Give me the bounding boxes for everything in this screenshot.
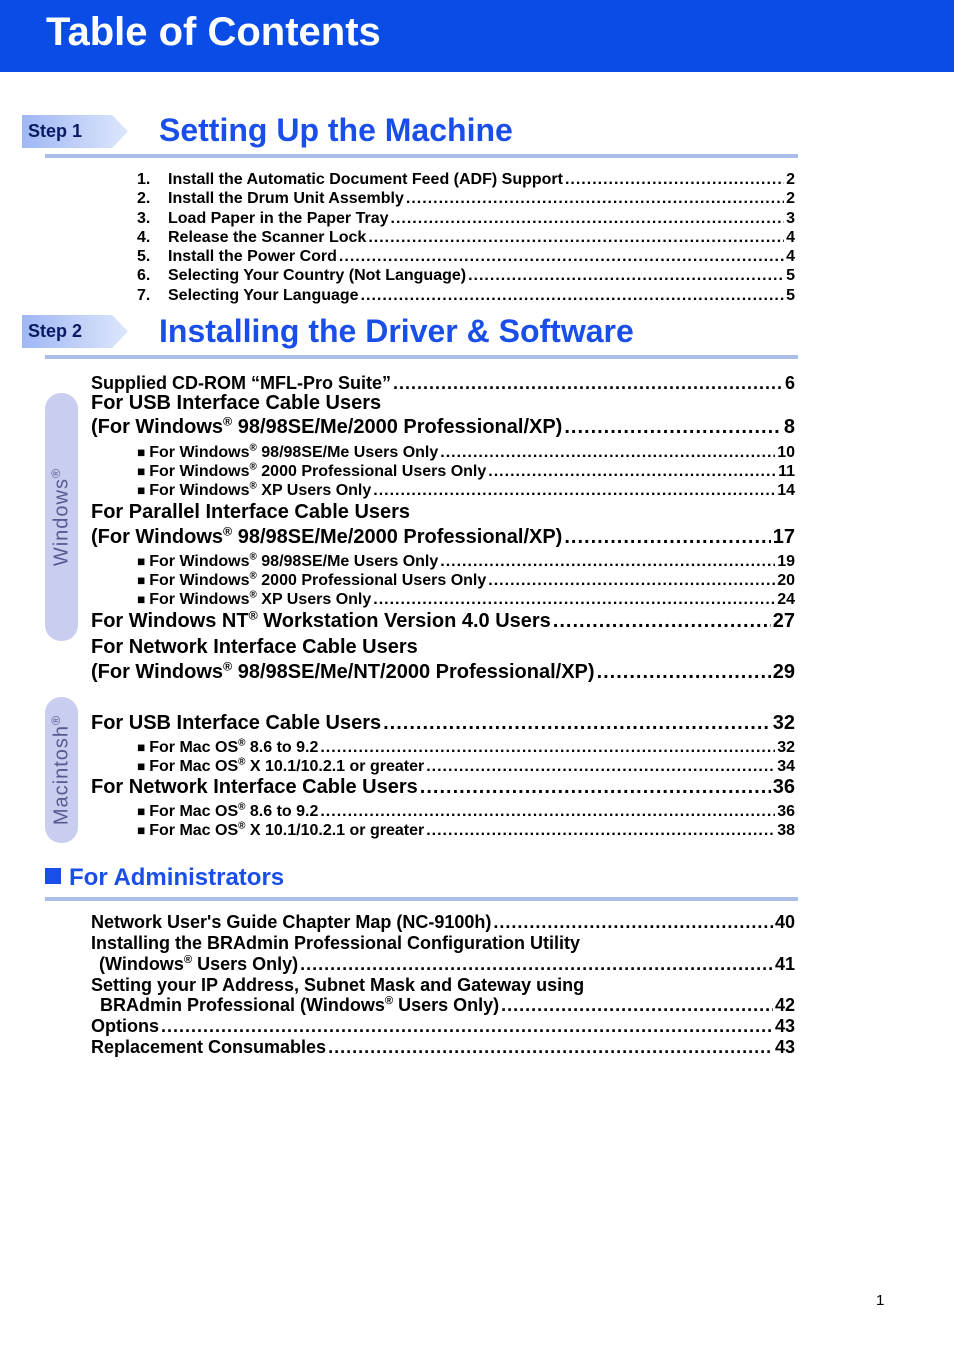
toc-item[interactable]: 3. Load Paper in the Paper Tray ..... 3 bbox=[137, 210, 795, 228]
macintosh-tab-label: Macintosh bbox=[50, 724, 72, 826]
toc-item-admin[interactable]: Options ..... 43 bbox=[91, 1016, 795, 1037]
toc-item-admin[interactable]: (Windows® Users Only) ..... 41 bbox=[99, 954, 795, 975]
toc-heading-parallel: For Parallel Interface Cable Users bbox=[91, 501, 411, 523]
toc-heading-ip: Setting your IP Address, Subnet Mask and Gateway using bbox=[91, 975, 585, 995]
toc-subitem[interactable]: ■ For Mac OS® 8.6 to 9.2 ..... 36 bbox=[137, 803, 795, 821]
page-number: 1 bbox=[876, 1292, 885, 1309]
square-bullet-icon bbox=[45, 868, 61, 884]
toc-item-admin[interactable]: Network User's Guide Chapter Map (NC-9100h) ..... 40 bbox=[91, 912, 795, 933]
section-rule bbox=[45, 355, 798, 359]
step-2-tab bbox=[22, 315, 128, 348]
windows-tab-label: Windows bbox=[50, 478, 72, 567]
macintosh-side-tab: Macintosh® bbox=[45, 697, 78, 843]
toc-subitem[interactable]: ■ For Windows® 98/98SE/Me Users Only ..... 10 bbox=[137, 444, 795, 462]
toc-item-admin[interactable]: BRAdmin Professional (Windows® Users Only) ..... 42 bbox=[100, 995, 795, 1016]
step-1-tab bbox=[22, 115, 128, 148]
page-title: Table of Contents bbox=[46, 10, 381, 54]
toc-item-network[interactable]: (For Windows® 98/98SE/Me/NT/2000 Professional/XP) ..... 29 bbox=[91, 661, 795, 684]
toc-item[interactable]: 2. Install the Drum Unit Assembly ..... 2 bbox=[137, 190, 795, 208]
section-rule bbox=[45, 897, 798, 901]
toc-item-mac-usb[interactable]: For USB Interface Cable Users ..... 32 bbox=[91, 712, 795, 735]
toc-subitem[interactable]: ■ For Mac OS® X 10.1/10.2.1 or greater ..... 34 bbox=[137, 758, 795, 776]
toc-subitem[interactable]: ■ For Windows® 2000 Professional Users Only ..... 20 bbox=[137, 572, 795, 590]
toc-item-usb[interactable]: (For Windows® 98/98SE/Me/2000 Professional/XP) ..... 8 bbox=[91, 416, 795, 439]
toc-item[interactable]: 4. Release the Scanner Lock ..... 4 bbox=[137, 229, 795, 247]
toc-heading-usb: For USB Interface Cable Users bbox=[91, 392, 382, 414]
toc-item-admin[interactable]: Replacement Consumables ..... 43 bbox=[91, 1037, 795, 1058]
toc-item-parallel[interactable]: (For Windows® 98/98SE/Me/2000 Professional/XP) ..... 17 bbox=[91, 526, 795, 549]
toc-item-cdrom[interactable]: Supplied CD-ROM “MFL-Pro Suite” ..... 6 bbox=[91, 373, 795, 394]
toc-subitem[interactable]: ■ For Mac OS® X 10.1/10.2.1 or greater ..... 38 bbox=[137, 822, 795, 840]
toc-heading-bradmin: Installing the BRAdmin Professional Configuration Utility bbox=[91, 933, 581, 953]
section-title-admin: For Administrators bbox=[45, 864, 284, 892]
toc-subitem[interactable]: ■ For Windows® 2000 Professional Users Only ..... 11 bbox=[137, 463, 795, 481]
toc-item[interactable]: 1. Install the Automatic Document Feed (ADF) Support ..... 2 bbox=[137, 171, 795, 189]
toc-heading-network: For Network Interface Cable Users bbox=[91, 636, 418, 658]
toc-item-nt[interactable]: For Windows NT® Workstation Version 4.0 Users ..... 27 bbox=[91, 610, 795, 633]
step-2-label: Step 2 bbox=[28, 321, 83, 341]
section-rule bbox=[45, 154, 798, 158]
section-title-driver: Installing the Driver & Software bbox=[159, 313, 634, 349]
toc-item-mac-network[interactable]: For Network Interface Cable Users ..... 36 bbox=[91, 776, 795, 799]
toc-subitem[interactable]: ■ For Windows® XP Users Only ..... 14 bbox=[137, 482, 795, 500]
step-1-label: Step 1 bbox=[28, 121, 83, 141]
toc-subitem[interactable]: ■ For Windows® 98/98SE/Me Users Only ..... 19 bbox=[137, 553, 795, 571]
toc-item[interactable]: 5. Install the Power Cord ..... 4 bbox=[137, 248, 795, 266]
toc-item[interactable]: 7. Selecting Your Language ..... 5 bbox=[137, 287, 795, 305]
toc-subitem[interactable]: ■ For Mac OS® 8.6 to 9.2 ..... 32 bbox=[137, 739, 795, 757]
windows-side-tab: Windows® bbox=[45, 393, 78, 641]
toc-subitem[interactable]: ■ For Windows® XP Users Only ..... 24 bbox=[137, 591, 795, 609]
header-bar bbox=[0, 0, 954, 72]
toc-item[interactable]: 6. Selecting Your Country (Not Language) ..... 5 bbox=[137, 267, 795, 285]
section-title-setup: Setting Up the Machine bbox=[159, 112, 513, 148]
